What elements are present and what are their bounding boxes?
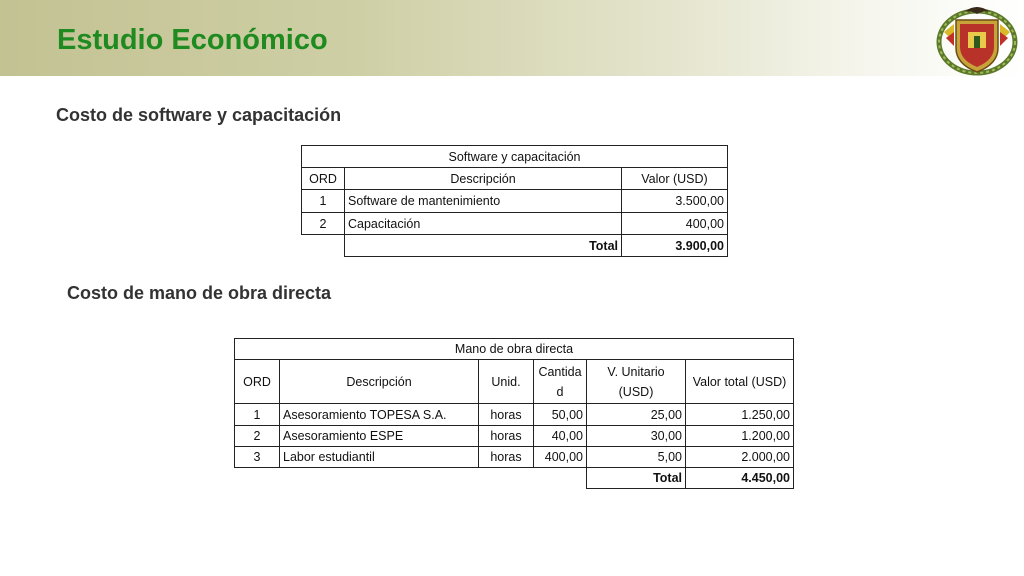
- column-header: ORD: [302, 168, 345, 190]
- section-heading-software: Costo de software y capacitación: [56, 105, 342, 125]
- cell-total: 1.200,00: [686, 426, 794, 447]
- total-row: [235, 468, 794, 489]
- empty-cell: [302, 235, 345, 257]
- cell-ord: 1: [302, 190, 345, 213]
- cell-description: Asesoramiento ESPE: [280, 426, 479, 447]
- cell-ord: 2: [302, 213, 345, 235]
- cell-unit: horas: [479, 447, 534, 468]
- cell-ord: 2: [235, 426, 280, 447]
- cell-ord: 3: [235, 447, 280, 468]
- coat-of-arms-logo: [934, 2, 1020, 76]
- section-heading-labor: Costo de mano de obra directa: [67, 283, 332, 303]
- cell-unit: horas: [479, 404, 534, 426]
- software-cost-table: [301, 145, 728, 257]
- total-value: 3.900,00: [622, 235, 728, 257]
- total-value: 4.450,00: [686, 468, 794, 489]
- empty-cell: [280, 468, 479, 489]
- cell-value: 400,00: [622, 213, 728, 235]
- labor-cost-table: [234, 338, 794, 489]
- column-header: ORD: [235, 360, 280, 404]
- table-row: [302, 213, 728, 235]
- column-header: V. Unitario (USD): [587, 360, 686, 404]
- page-title: Estudio Económico: [57, 24, 328, 56]
- table-row: [302, 190, 728, 213]
- column-header: Cantida d: [534, 360, 587, 404]
- cell-description: Labor estudiantil: [280, 447, 479, 468]
- column-header: Descripción: [345, 168, 622, 190]
- column-header: Valor total (USD): [686, 360, 794, 404]
- total-label: Total: [345, 235, 622, 257]
- cell-quantity: 50,00: [534, 404, 587, 426]
- cell-ord: 1: [235, 404, 280, 426]
- column-header: Unid.: [479, 360, 534, 404]
- cell-value: 3.500,00: [622, 190, 728, 213]
- cell-unit-price: 30,00: [587, 426, 686, 447]
- cell-total: 1.250,00: [686, 404, 794, 426]
- column-header: Descripción: [280, 360, 479, 404]
- cell-unit-price: 5,00: [587, 447, 686, 468]
- cell-quantity: 40,00: [534, 426, 587, 447]
- total-row: [302, 235, 728, 257]
- cell-unit-price: 25,00: [587, 404, 686, 426]
- table-caption: Mano de obra directa: [235, 339, 794, 360]
- column-header: Valor (USD): [622, 168, 728, 190]
- table-row: [235, 447, 794, 468]
- cell-description: Software de mantenimiento: [345, 190, 622, 213]
- empty-cell: [534, 468, 587, 489]
- total-label: Total: [587, 468, 686, 489]
- empty-cell: [479, 468, 534, 489]
- cell-unit: horas: [479, 426, 534, 447]
- cell-quantity: 400,00: [534, 447, 587, 468]
- table-row: [235, 404, 794, 426]
- table-caption: Software y capacitación: [302, 146, 728, 168]
- cell-description: Asesoramiento TOPESA S.A.: [280, 404, 479, 426]
- table-row: [235, 426, 794, 447]
- cell-total: 2.000,00: [686, 447, 794, 468]
- cell-description: Capacitación: [345, 213, 622, 235]
- empty-cell: [235, 468, 280, 489]
